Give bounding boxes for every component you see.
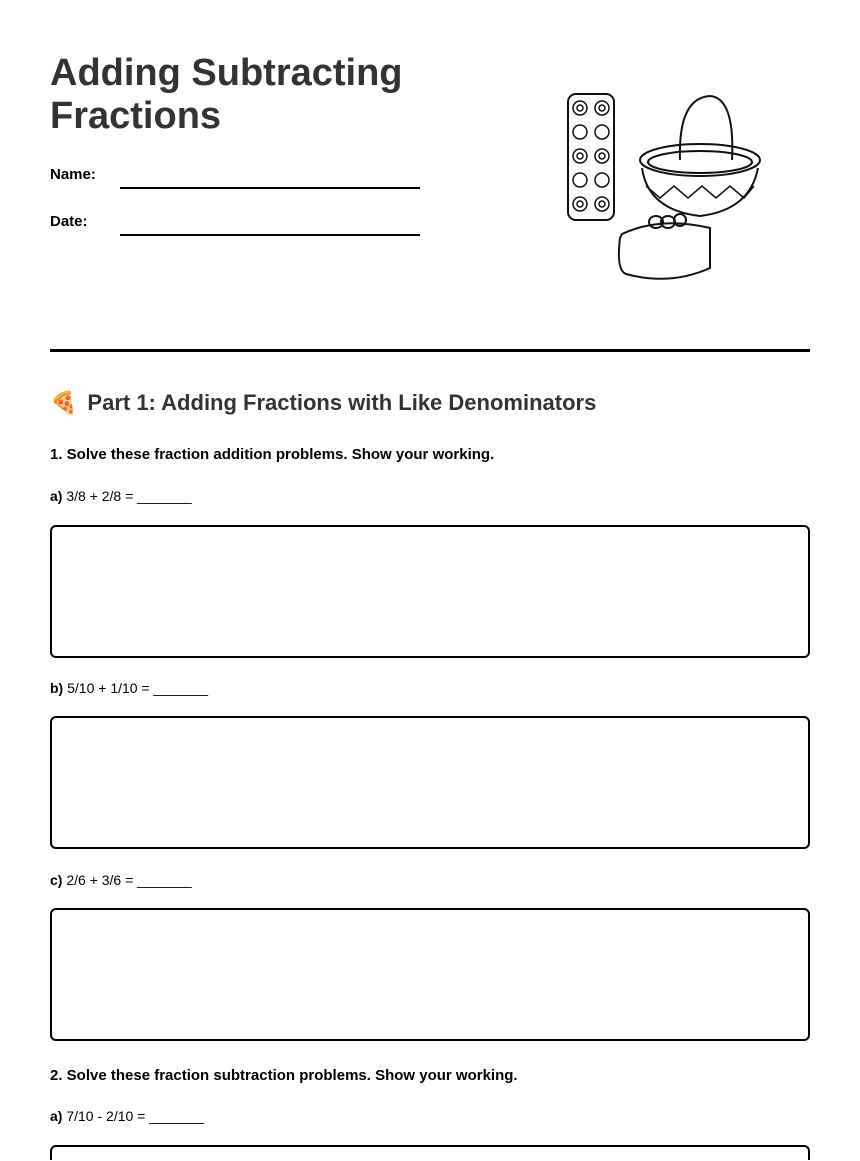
- item-label: b): [50, 680, 64, 696]
- item-text: 5/10 + 1/10 = _______: [67, 680, 209, 696]
- date-label: Date:: [50, 213, 88, 230]
- question-2a: [50, 1108, 204, 1124]
- name-field[interactable]: [120, 187, 420, 189]
- question-1a: [50, 488, 192, 504]
- question-2-prompt: 2. Solve these fraction subtraction problems. Show your working.: [50, 1067, 518, 1084]
- section-divider: [50, 349, 810, 352]
- date-field[interactable]: [120, 234, 420, 236]
- item-label: c): [50, 872, 63, 888]
- question-1b: [50, 680, 208, 696]
- question-1c: [50, 872, 192, 888]
- pizza-icon: 🍕: [50, 390, 78, 415]
- name-label: Name:: [50, 166, 96, 183]
- part1-heading: [50, 390, 596, 416]
- answer-box-1a[interactable]: [50, 525, 810, 658]
- item-text: 7/10 - 2/10 = _______: [66, 1108, 204, 1124]
- item-text: 3/8 + 2/8 = _______: [66, 488, 192, 504]
- item-text: 2/6 + 3/6 = _______: [66, 872, 192, 888]
- answer-box-2a[interactable]: [50, 1145, 810, 1160]
- answer-box-1b[interactable]: [50, 716, 810, 849]
- answer-box-1c[interactable]: [50, 908, 810, 1041]
- page-title: Adding Subtracting Fractions: [50, 52, 403, 137]
- question-1-prompt: 1. Solve these fraction addition problems. Show your working.: [50, 446, 495, 463]
- item-label: a): [50, 488, 63, 504]
- bread-basket-illustration: [560, 90, 770, 285]
- part1-title: Part 1: Adding Fractions with Like Denominators: [87, 390, 597, 415]
- item-label: a): [50, 1108, 63, 1124]
